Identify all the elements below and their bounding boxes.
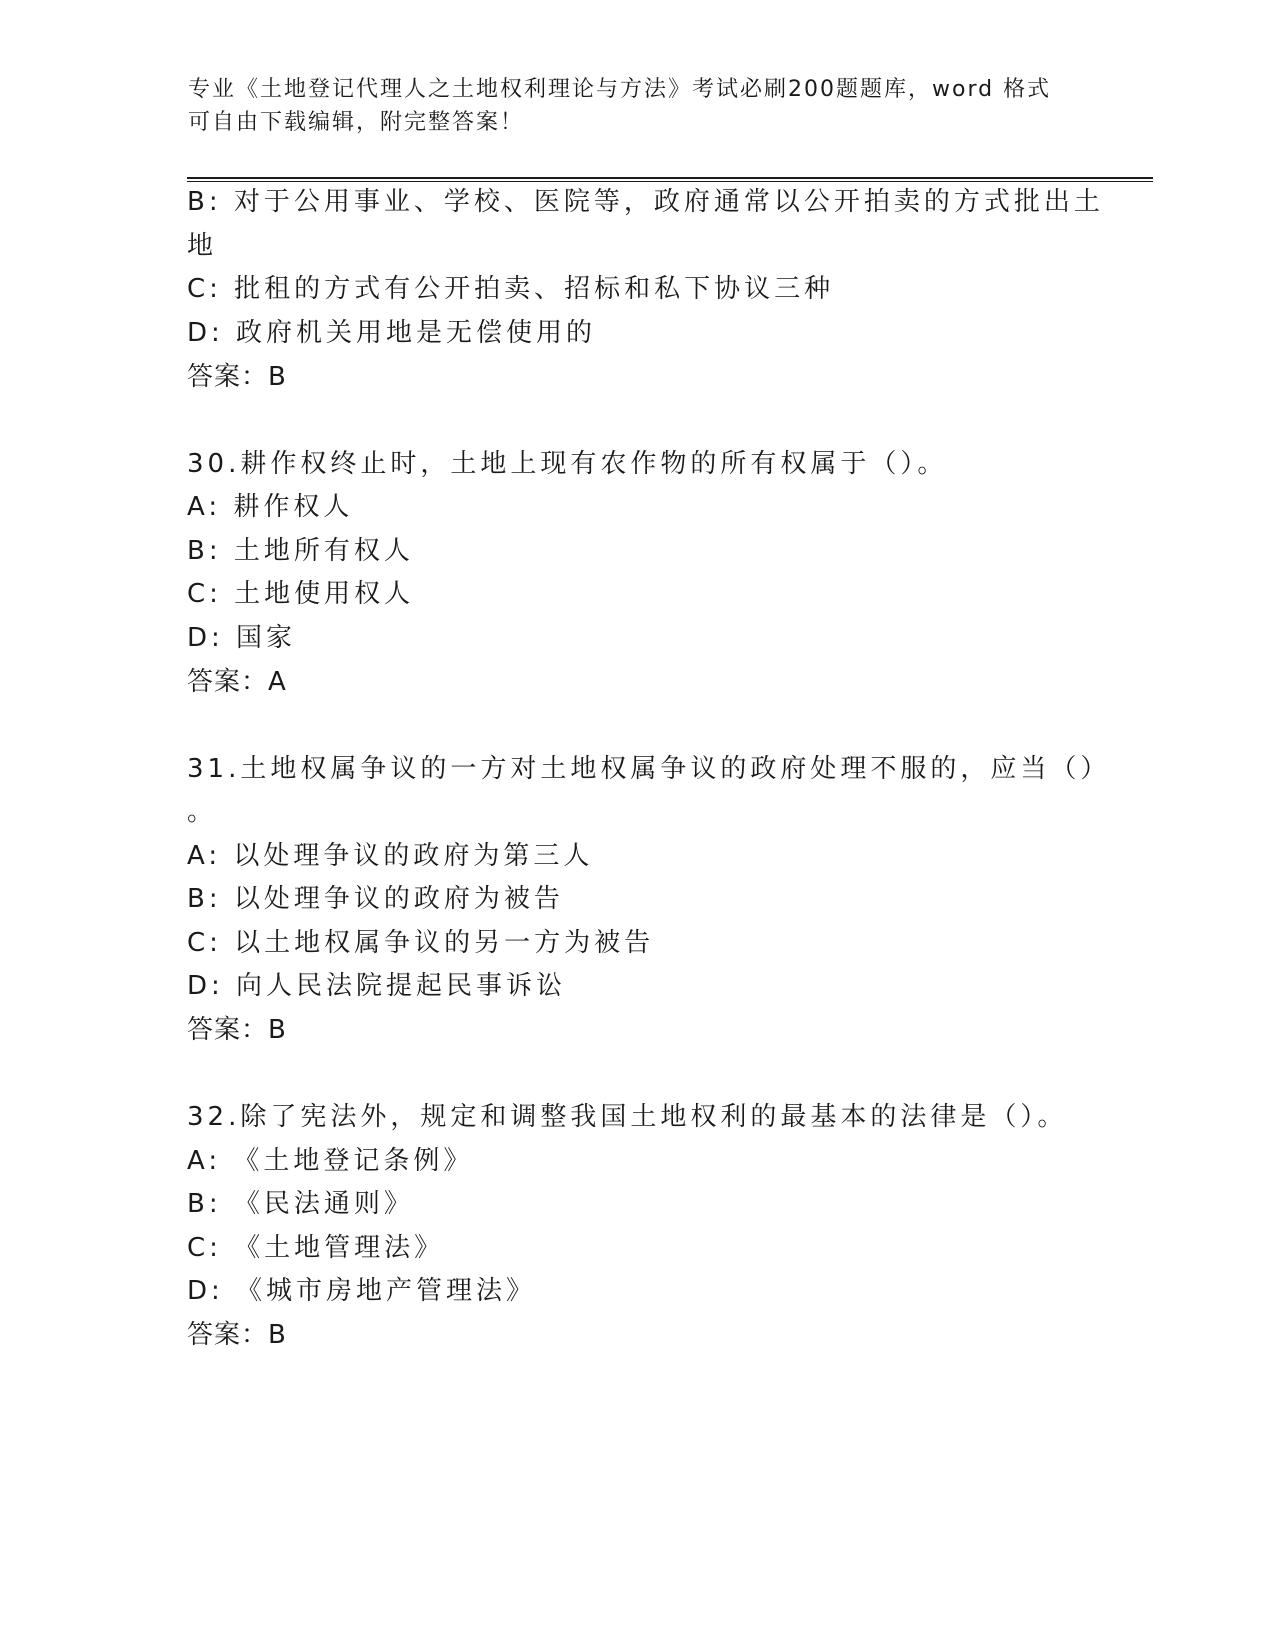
question-32-option-b: B: 《民法通则》 [187, 1189, 414, 1219]
question-30-option-c: C: 土地使用权人 [187, 579, 415, 609]
document-header [188, 73, 1088, 139]
question-31-answer: 答案：B [187, 1015, 287, 1045]
question-31-option-d: D: 向人民法院提起民事诉讼 [187, 971, 567, 1001]
question-30-option-b: B: 土地所有权人 [187, 536, 414, 566]
question-30-stem: 30.耕作权终止时，土地上现有农作物的所有权属于（）。 [187, 449, 948, 479]
question-31-option-a: A: 以处理争议的政府为第三人 [187, 841, 594, 871]
prev-option-c: C: 批租的方式有公开拍卖、招标和私下协议三种 [187, 274, 835, 304]
question-30-option-a: A: 耕作权人 [187, 492, 354, 522]
question-31-option-b: B: 以处理争议的政府为被告 [187, 884, 564, 914]
question-31-option-c: C: 以土地权属争议的另一方为被告 [187, 928, 655, 958]
question-32-answer: 答案：B [187, 1320, 287, 1350]
prev-option-b-line-2: 地 [187, 231, 218, 261]
prev-option-b-line-1: B: 对于公用事业、学校、医院等，政府通常以公开拍卖的方式批出土 [187, 187, 1104, 217]
header-line-1: 专业《土地登记代理人之土地权利理论与方法》考试必刷200题题库，word 格式 [188, 77, 1052, 102]
header-divider [187, 177, 1153, 182]
question-31-stem-line-2: 。 [187, 797, 218, 827]
question-32-option-c: C: 《土地管理法》 [187, 1233, 445, 1263]
question-32-option-a: A: 《土地登记条例》 [187, 1146, 474, 1176]
prev-option-d: D: 政府机关用地是无偿使用的 [187, 318, 597, 348]
header-line-2: 可自由下载编辑，附完整答案！ [188, 110, 525, 135]
question-32-option-d: D: 《城市房地产管理法》 [187, 1276, 537, 1306]
question-30-option-d: D: 国家 [187, 623, 297, 653]
question-32-stem: 32.除了宪法外，规定和调整我国土地权利的最基本的法律是（）。 [187, 1102, 1068, 1132]
question-30-answer: 答案：A [187, 667, 287, 697]
prev-answer: 答案：B [187, 362, 287, 392]
question-31-stem-line-1: 31.土地权属争议的一方对土地权属争议的政府处理不服的，应当（） [187, 754, 1111, 784]
